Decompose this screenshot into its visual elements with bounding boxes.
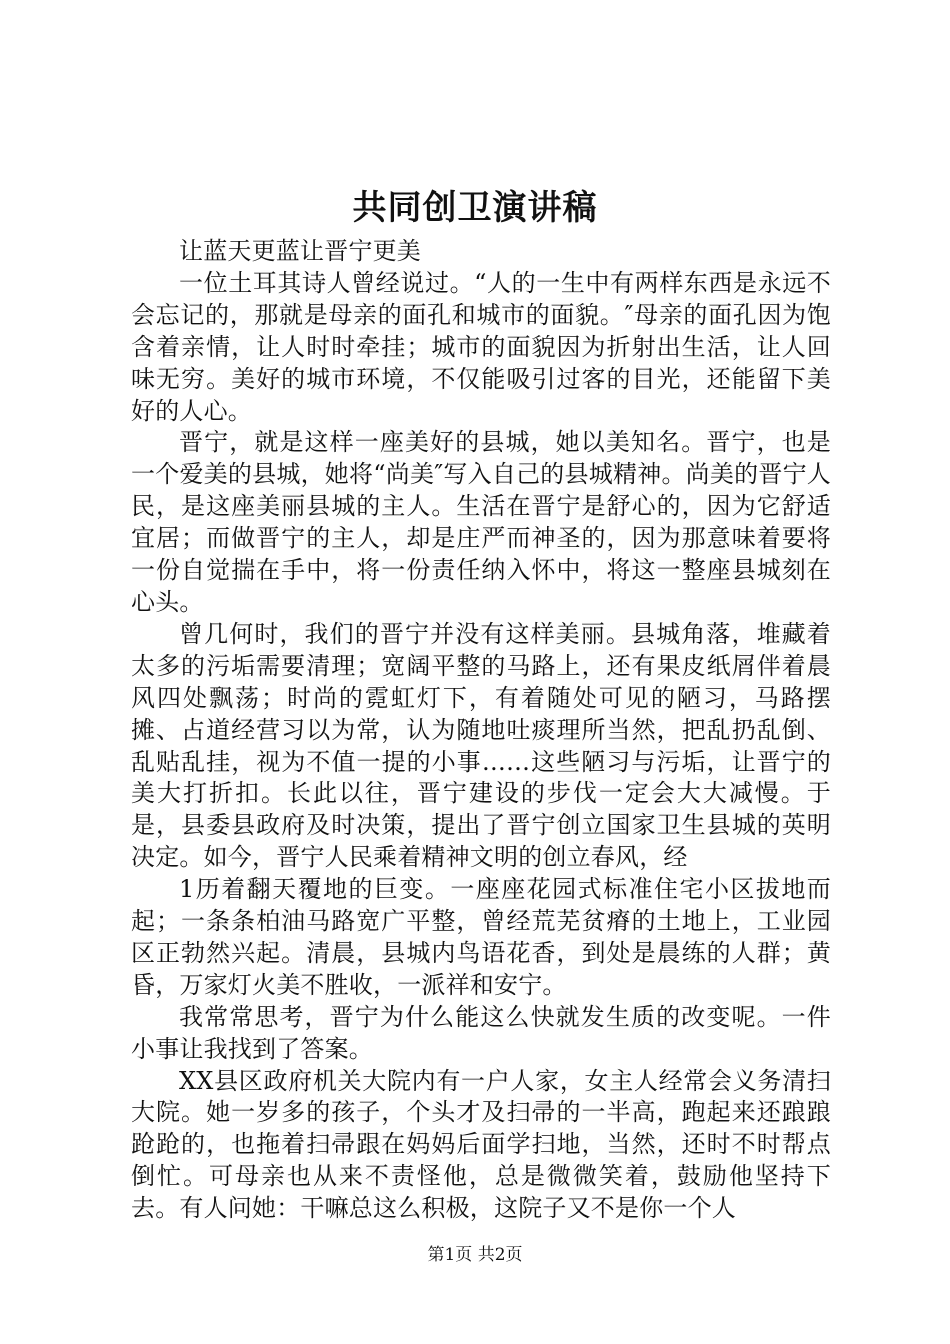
paragraph: 我常常思考，晋宁为什么能这么快就发生质的改变呢。一件小事让我找到了答案。 [131, 1002, 831, 1063]
paragraph: 让蓝天更蓝让晋宁更美 [179, 237, 421, 265]
paragraph: 一位土耳其诗人曾经说过。“人的一生中有两样东西是永远不会忘记的，那就是母亲的面孔和城市的面貌。″母亲的面孔因为饱含着亲情，让人时时牵挂；城市的面貌因为折射出生活，让人回味无穷。美好的城市环境，不仅能吸引过客的目光，还能留下美好的人心。 [131, 268, 831, 425]
paragraph: XX县区政府机关大院内有一户人家，女主人经常会义务清扫大院。她一岁多的孩子，个头才及扫帚的一半高，跑起来还踉踉跄跄的，也拖着扫帚跟在妈妈后面学扫地，当然，还时不时帮点倒忙。可母亲也从来不责怪他，总是微微笑着，鼓励他坚持下去。有人问她：干嘛总这么积极，这院子又不是你一个人 [131, 1066, 831, 1223]
page-number-footer: 第1页 共2页 [427, 1245, 523, 1265]
paragraph: 晋宁，就是这样一座美好的县城，她以美知名。晋宁，也是一个爱美的县城，她将“尚美″写入自己的县城精神。尚美的晋宁人民，是这座美丽县城的主人。生活在晋宁是舒心的，因为它舒适宜居；而做晋宁的主人，却是庄严而神圣的，因为那意味着要将一份自觉揣在手中，将一份责任纳入怀中，将这一整座县城刻在心头。 [131, 428, 831, 616]
paragraph: 曾几何时，我们的晋宁并没有这样美丽。县城角落，堆藏着太多的污垢需要清理；宽阔平整的马路上，还有果皮纸屑伴着晨风四处飘荡；时尚的霓虹灯下，有着随处可见的陋习，马路摆摊、占道经营习以为常，认为随地吐痰理所当然，把乱扔乱倒、乱贴乱挂，视为不值一提的小事……这些陋习与污垢，让晋宁的美大打折扣。长此以往，晋宁建设的步伐一定会大大减慢。于是，县委县政府及时决策，提出了晋宁创立国家卫生县城的英明决定。如今，晋宁人民乘着精神文明的创立春风，经 [131, 619, 831, 872]
document-title: 共同创卫演讲稿 [352, 188, 598, 228]
paragraph: 1历着翻天覆地的巨变。一座座花园式标准住宅小区拔地而起；一条条柏油马路宽广平整，曾经荒芜贫瘠的土地上，工业园区正勃然兴起。清晨，县城内鸟语花香，到处是晨练的人群；黄昏，万家灯火美不胜收，一派祥和安宁。 [131, 875, 831, 999]
document-body [131, 236, 831, 1225]
